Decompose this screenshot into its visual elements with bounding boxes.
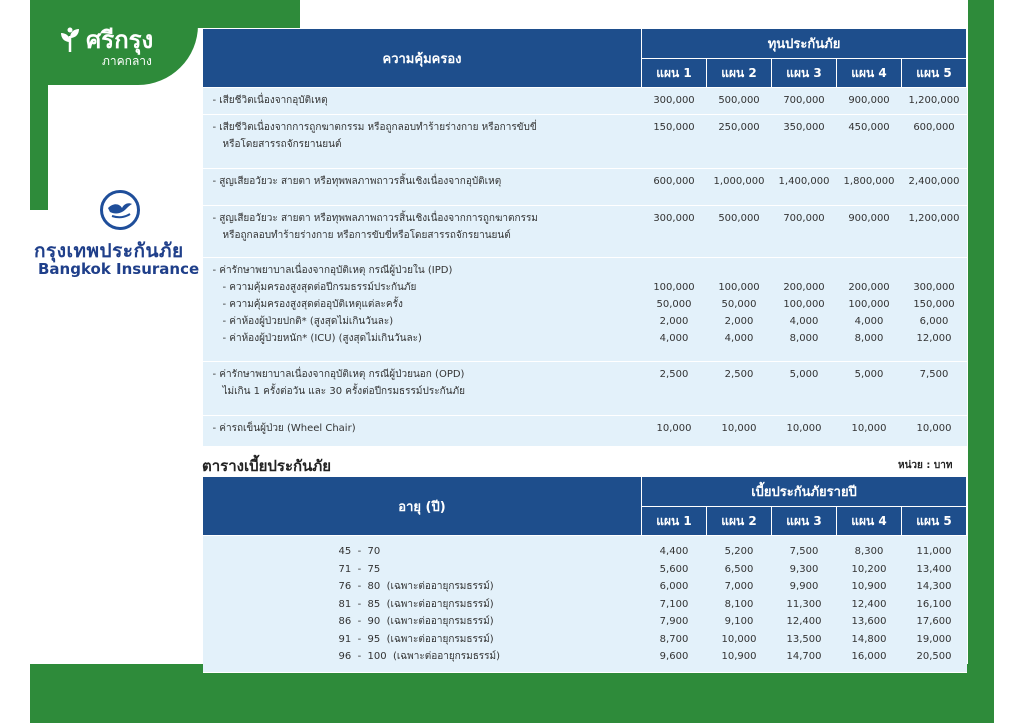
green-frame-bottom [30, 664, 994, 723]
coverage-description [203, 258, 642, 362]
sum-insured-cell [707, 88, 772, 115]
sum-insured-value: 100,000 [718, 282, 760, 293]
premium-value: 8,100 [724, 598, 754, 610]
premium-value: 11,300 [786, 598, 822, 610]
premium-value: 7,000 [724, 581, 754, 592]
age-range: 96 - 100 (เฉพาะต่ออายุกรมธรรม์) [338, 651, 501, 662]
plan-header: แผน 3 [772, 59, 837, 88]
age-header: อายุ (ปี) [203, 477, 642, 536]
premium-value: 6,000 [659, 581, 689, 592]
sum-insured-value [773, 262, 836, 279]
table-row [203, 258, 967, 362]
premium-value: 10,200 [851, 563, 887, 575]
coverage-description [203, 362, 642, 416]
sum-insured-cell [642, 88, 707, 115]
premium-table [202, 476, 967, 673]
premium-value: 12,400 [786, 616, 822, 627]
premium-value: 13,400 [916, 563, 952, 575]
premium-value: 9,300 [789, 563, 819, 575]
coverage-line: - เสียชีวิตเนื่องจากอุบัติเหตุ [212, 95, 328, 106]
premium-value: 13,500 [786, 633, 822, 645]
sum-insured-value: 150,000 [653, 122, 695, 133]
table-row [203, 362, 967, 416]
premium-value: 11,000 [916, 546, 952, 557]
age-range: 91 - 95 (เฉพาะต่ออายุกรมธรรม์) [338, 633, 494, 645]
sum-insured-cell [707, 115, 772, 169]
plan-header: แผน 4 [837, 507, 902, 536]
green-frame-right [968, 0, 994, 723]
sum-insured-value: 12,000 [916, 333, 952, 344]
sum-insured-cell [902, 206, 967, 258]
sum-insured-value: 2,400,000 [908, 176, 960, 187]
premium-value: 7,100 [659, 598, 689, 610]
sum-insured-value: 1,000,000 [713, 176, 765, 187]
sum-insured-value: 2,000 [724, 316, 754, 327]
plan-header: แผน 2 [707, 507, 772, 536]
sum-insured-cell [902, 115, 967, 169]
coverage-line: - เสียชีวิตเนื่องจากการถูกฆาตกรรม หรือถูกลอบทำร้ายร่างกาย หรือการขับขี่ [212, 122, 537, 133]
premium-cell [642, 536, 707, 673]
age-range: 45 - 70 [338, 546, 381, 557]
sum-insured-cell [902, 169, 967, 206]
coverage-line: - ค่ารักษาพยาบาลเนื่องจากอุบัติเหตุ กรณีผู้ป่วยใน (IPD) [212, 265, 453, 276]
sum-insured-cell [837, 169, 902, 206]
sum-insured-cell [772, 258, 837, 362]
leaf-icon [60, 26, 80, 52]
sum-insured-cell [772, 362, 837, 416]
coverage-line: - สูญเสียอวัยวะ สายตา หรือทุพพลภาพถาวรสิ้นเชิงเนื่องจากอุบัติเหตุ [212, 176, 502, 187]
brand-region: ภาคกลาง [102, 54, 152, 68]
sum-insured-cell [642, 206, 707, 258]
premium-cell [902, 536, 967, 673]
coverage-line: - ความคุ้มครองสูงสุดต่อปีกรมธรรม์ประกันภัย [222, 282, 417, 293]
sum-insured-cell [837, 416, 902, 447]
sum-insured-value: 200,000 [783, 282, 825, 293]
sum-insured-value: 100,000 [653, 282, 695, 293]
coverage-header: ความคุ้มครอง [203, 29, 642, 88]
sum-insured-value: 8,000 [854, 333, 884, 344]
sum-insured-value: 8,000 [789, 333, 819, 344]
sum-insured-cell [902, 416, 967, 447]
brand-name: ศรีกรุง [86, 26, 154, 54]
sum-insured-value: 350,000 [783, 122, 825, 133]
sum-insured-value: 2,500 [659, 369, 689, 380]
sum-insured-cell [772, 169, 837, 206]
sum-insured-cell [902, 362, 967, 416]
premium-value: 13,600 [851, 616, 887, 627]
age-range-cell [203, 536, 642, 673]
sum-insured-value: 4,000 [724, 333, 754, 344]
age-range: 81 - 85 (เฉพาะต่ออายุกรมธรรม์) [338, 598, 494, 610]
table-row [203, 169, 967, 206]
premium-value: 14,800 [851, 633, 887, 645]
sum-insured-value: 4,000 [854, 316, 884, 327]
sum-insured-cell [707, 169, 772, 206]
brand-logo-area [48, 0, 208, 150]
age-range: 71 - 75 [338, 563, 381, 575]
sum-insured-cell [772, 206, 837, 258]
table-row [203, 536, 967, 673]
coverage-table [202, 28, 967, 447]
sum-insured-value: 700,000 [783, 95, 825, 106]
sum-insured-value: 10,000 [656, 423, 692, 434]
sum-insured-value: 200,000 [848, 282, 890, 293]
premium-value: 4,400 [659, 546, 689, 557]
sum-insured-value: 700,000 [783, 213, 825, 224]
premium-value: 20,500 [916, 651, 952, 662]
plan-header: แผน 2 [707, 59, 772, 88]
sum-insured-value: 900,000 [848, 95, 890, 106]
sum-insured-cell [707, 206, 772, 258]
premium-value: 5,600 [659, 563, 689, 575]
coverage-description [203, 416, 642, 447]
sum-insured-cell [837, 258, 902, 362]
premium-value: 12,400 [851, 598, 887, 610]
sum-insured-value: 300,000 [913, 282, 955, 293]
table-row [203, 115, 967, 169]
sum-insured-cell [707, 416, 772, 447]
premium-value: 10,900 [851, 581, 887, 592]
premium-value: 9,600 [659, 651, 689, 662]
plan-header: แผน 1 [642, 507, 707, 536]
premium-value: 14,700 [786, 651, 822, 662]
premium-cell [772, 536, 837, 673]
sum-insured-value: 4,000 [659, 333, 689, 344]
coverage-description [203, 206, 642, 258]
sum-insured-cell [837, 362, 902, 416]
premium-value: 9,900 [789, 581, 819, 592]
sum-insured-value: 5,000 [789, 369, 819, 380]
sum-insured-value [643, 262, 706, 279]
premium-value: 16,100 [916, 598, 952, 610]
sum-insured-value [838, 262, 901, 279]
sum-insured-cell [837, 206, 902, 258]
premium-value: 19,000 [916, 633, 952, 645]
sum-insured-value: 10,000 [786, 423, 822, 434]
table-row [203, 206, 967, 258]
sum-insured-value: 450,000 [848, 122, 890, 133]
premium-value: 5,200 [724, 546, 754, 557]
premium-value: 16,000 [851, 651, 887, 662]
sum-insured-value: 600,000 [913, 122, 955, 133]
sum-insured-cell [772, 88, 837, 115]
coverage-line: - ค่ารถเข็นผู้ป่วย (Wheel Chair) [212, 423, 356, 434]
table-row [203, 88, 967, 115]
sum-insured-cell [642, 416, 707, 447]
coverage-line: - ความคุ้มครองสูงสุดต่ออุบัติเหตุแต่ละครั้ง [222, 299, 403, 310]
sum-insured-value: 600,000 [653, 176, 695, 187]
sum-insured-value: 100,000 [783, 299, 825, 310]
sum-insured-value: 150,000 [913, 299, 955, 310]
plan-header: แผน 3 [772, 507, 837, 536]
plan-header: แผน 5 [902, 507, 967, 536]
age-range: 86 - 90 (เฉพาะต่ออายุกรมธรรม์) [338, 616, 494, 627]
sum-insured-value: 1,800,000 [843, 176, 895, 187]
sum-insured-value: 50,000 [656, 299, 692, 310]
coverage-line: - ค่ารักษาพยาบาลเนื่องจากอุบัติเหตุ กรณีผู้ป่วยนอก (OPD) [212, 369, 465, 380]
sum-insured-cell [707, 362, 772, 416]
coverage-line: - ค่าห้องผู้ป่วยปกติ* (สูงสุดไม่เกินวันละ) [222, 316, 394, 327]
sum-insured-cell [772, 416, 837, 447]
sum-insured-value: 50,000 [721, 299, 757, 310]
coverage-description [203, 88, 642, 115]
premium-value: 14,300 [916, 581, 952, 592]
insurer-name-thai: กรุงเทพประกันภัย [34, 240, 184, 262]
sum-insured-value: 2,500 [724, 369, 754, 380]
sum-insured-value: 500,000 [718, 213, 760, 224]
sum-insured-cell [837, 88, 902, 115]
coverage-line: - ค่าห้องผู้ป่วยหนัก* (ICU) (สูงสุดไม่เกินวันละ) [222, 333, 422, 344]
coverage-line: หรือถูกลอบทำร้ายร่างกาย หรือการขับขี่หรือโดยสารรถจักรยานยนต์ [222, 230, 511, 241]
green-frame-left [30, 0, 48, 210]
premium-value: 10,000 [721, 633, 757, 645]
sum-insured-header: ทุนประกันภัย [642, 29, 967, 59]
sum-insured-value [708, 262, 771, 279]
premium-value: 7,500 [789, 546, 819, 557]
coverage-line: - สูญเสียอวัยวะ สายตา หรือทุพพลภาพถาวรสิ้นเชิงเนื่องจากการถูกฆาตกรรม [212, 213, 538, 224]
sum-insured-cell [902, 258, 967, 362]
sum-insured-value: 300,000 [653, 213, 695, 224]
premium-value: 6,500 [724, 563, 754, 575]
sum-insured-value: 500,000 [718, 95, 760, 106]
sum-insured-value: 1,400,000 [778, 176, 830, 187]
age-range: 76 - 80 (เฉพาะต่ออายุกรมธรรม์) [338, 581, 494, 592]
coverage-line: หรือโดยสารรถจักรยานยนต์ [222, 139, 342, 150]
sum-insured-cell [902, 88, 967, 115]
sum-insured-cell [772, 115, 837, 169]
table-row [203, 416, 967, 447]
coverage-line: ไม่เกิน 1 ครั้งต่อวัน และ 30 ครั้งต่อปีกรมธรรม์ประกันภัย [222, 386, 465, 397]
sum-insured-cell [642, 258, 707, 362]
sum-insured-value: 10,000 [851, 423, 887, 434]
coverage-body [203, 88, 967, 447]
plan-header: แผน 1 [642, 59, 707, 88]
sum-insured-value [903, 262, 966, 279]
unit-label: หน่วย : บาท [898, 460, 953, 471]
premium-body [203, 536, 967, 673]
sum-insured-value: 1,200,000 [908, 213, 960, 224]
insurer-name-english: Bangkok Insurance [38, 260, 200, 278]
sum-insured-value: 900,000 [848, 213, 890, 224]
sum-insured-value: 4,000 [789, 316, 819, 327]
premium-cell [837, 536, 902, 673]
sum-insured-value: 6,000 [919, 316, 949, 327]
sum-insured-cell [707, 258, 772, 362]
premium-value: 8,700 [659, 633, 689, 645]
premium-value: 7,900 [659, 616, 689, 627]
bangkok-insurance-bird-icon [100, 190, 140, 230]
sum-insured-value: 10,000 [916, 423, 952, 434]
sum-insured-cell [837, 115, 902, 169]
sum-insured-cell [642, 115, 707, 169]
premium-value: 8,300 [854, 546, 884, 557]
premium-cell [707, 536, 772, 673]
annual-premium-header: เบี้ยประกันภัยรายปี [642, 477, 967, 507]
plan-header: แผน 5 [902, 59, 967, 88]
coverage-description [203, 115, 642, 169]
sum-insured-value: 250,000 [718, 122, 760, 133]
plan-header: แผน 4 [837, 59, 902, 88]
sum-insured-value: 5,000 [854, 369, 884, 380]
sum-insured-cell [642, 362, 707, 416]
sum-insured-cell [642, 169, 707, 206]
coverage-description [203, 169, 642, 206]
sum-insured-value: 2,000 [659, 316, 689, 327]
premium-table-title: ตารางเบี้ยประกันภัย [202, 457, 332, 475]
sum-insured-value: 300,000 [653, 95, 695, 106]
sum-insured-value: 7,500 [919, 369, 949, 380]
sum-insured-value: 100,000 [848, 299, 890, 310]
premium-value: 9,100 [724, 616, 754, 627]
sum-insured-value: 10,000 [721, 423, 757, 434]
premium-value: 17,600 [916, 616, 952, 627]
sum-insured-value: 1,200,000 [908, 95, 960, 106]
premium-value: 10,900 [721, 651, 757, 662]
brand-badge [48, 0, 198, 85]
